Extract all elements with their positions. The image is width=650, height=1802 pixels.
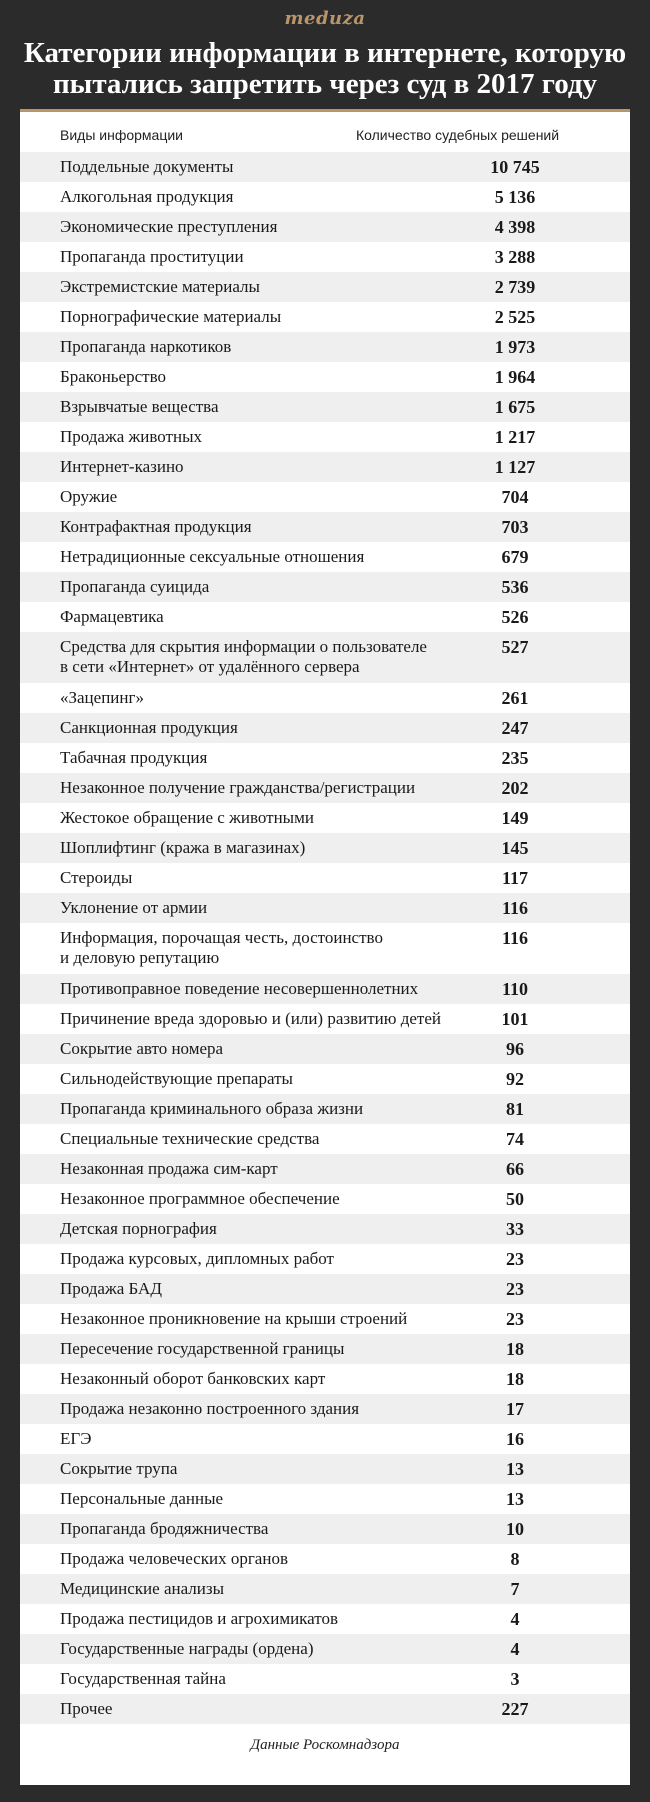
- table-row: [20, 152, 630, 182]
- table-row: [20, 743, 630, 773]
- table-row: [20, 1334, 630, 1364]
- row-value: 7: [510, 1579, 520, 1599]
- table-row: [20, 893, 630, 923]
- row-value: 74: [506, 1129, 524, 1149]
- row-category: [60, 1609, 460, 1629]
- row-category: [60, 307, 460, 327]
- row-value: 227: [501, 1699, 529, 1719]
- row-value: 23: [506, 1279, 524, 1299]
- row-category-line: Продажа человеческих органов: [60, 1549, 288, 1568]
- row-category: [60, 1249, 460, 1269]
- row-value: 145: [501, 838, 529, 858]
- row-category: [60, 487, 460, 507]
- row-category: [60, 1489, 460, 1509]
- row-category-line: Нетрадиционные сексуальные отношения: [60, 547, 365, 566]
- row-category-line: Незаконный оборот банковских карт: [60, 1369, 326, 1388]
- table-row: [20, 863, 630, 893]
- row-category-line: Пропаганда криминального образа жизни: [60, 1099, 364, 1118]
- row-category: [60, 1099, 460, 1119]
- row-category-line: Продажа незаконно построенного здания: [60, 1399, 360, 1418]
- row-category-line: Пересечение государственной границы: [60, 1339, 345, 1358]
- row-category: [60, 928, 460, 968]
- row-value: 13: [506, 1489, 524, 1509]
- row-value: 4 398: [494, 217, 536, 237]
- row-category-line: Контрафактная продукция: [60, 517, 252, 536]
- row-value: 202: [501, 778, 529, 798]
- table-row: [20, 392, 630, 422]
- source-note: Данные Роскомнадзора: [250, 1737, 400, 1753]
- row-category: [60, 1519, 460, 1539]
- column-header-category: Виды информации: [60, 127, 183, 143]
- row-category: [60, 1459, 460, 1479]
- row-category: [60, 1699, 460, 1719]
- row-category-line: Санкционная продукция: [60, 718, 238, 737]
- row-value: 18: [506, 1339, 524, 1359]
- row-value: 33: [506, 1219, 524, 1239]
- table-row: [20, 302, 630, 332]
- row-value: 18: [506, 1369, 524, 1389]
- row-category: [60, 1669, 460, 1689]
- row-category: [60, 1159, 460, 1179]
- row-value: 117: [501, 868, 528, 888]
- table-row: [20, 1214, 630, 1244]
- table-row: [20, 683, 630, 713]
- row-value: 17: [506, 1399, 524, 1419]
- row-value: 116: [501, 928, 528, 948]
- table-row: [20, 1364, 630, 1394]
- row-category: [60, 1369, 460, 1389]
- table-row: [20, 1124, 630, 1154]
- row-category-line: Незаконное программное обеспечение: [60, 1189, 340, 1208]
- row-value: 10: [506, 1519, 524, 1539]
- table-row: [20, 1694, 630, 1724]
- table-row: [20, 713, 630, 743]
- row-category: [60, 157, 460, 177]
- row-value: 16: [506, 1429, 524, 1449]
- row-category-line: Противоправное поведение несовершеннолетних: [60, 979, 419, 998]
- row-category: [60, 577, 460, 597]
- row-category-line: Прочее: [60, 1699, 113, 1718]
- row-value: 92: [506, 1069, 524, 1089]
- row-value: 13: [506, 1459, 524, 1479]
- table-row: [20, 1514, 630, 1544]
- row-category-line: Табачная продукция: [60, 748, 208, 767]
- table-row: [20, 482, 630, 512]
- row-category: [60, 517, 460, 537]
- row-category-line: Сокрытие трупа: [60, 1459, 178, 1478]
- row-category: [60, 397, 460, 417]
- row-category-line: Персональные данные: [60, 1489, 224, 1508]
- row-category-line: Уклонение от армии: [60, 898, 208, 917]
- header: [0, 0, 650, 110]
- row-category-line: Шоплифтинг (кража в магазинах): [60, 838, 306, 857]
- table-row: [20, 272, 630, 302]
- table-header: [20, 124, 630, 146]
- row-category-line: Специальные технические средства: [60, 1129, 320, 1148]
- row-category-line: Детская порнография: [60, 1219, 217, 1238]
- row-category: [60, 1639, 460, 1659]
- row-category: [60, 1309, 460, 1329]
- row-category: [60, 277, 460, 297]
- row-value: 1 964: [494, 367, 536, 387]
- table-row: [20, 773, 630, 803]
- row-value: 703: [501, 517, 529, 537]
- table-row: [20, 512, 630, 542]
- row-category: [60, 1279, 460, 1299]
- row-value: 1 127: [494, 457, 536, 477]
- row-value: 2 525: [494, 307, 536, 327]
- row-value: 1 973: [494, 337, 536, 357]
- table-row: [20, 803, 630, 833]
- row-value: 261: [501, 688, 529, 708]
- row-value: 527: [501, 637, 529, 657]
- table-row: [20, 974, 630, 1004]
- row-category-line: в сети «Интернет» от удалённого сервера: [60, 657, 360, 676]
- row-category-line: Интернет-казино: [60, 457, 184, 476]
- row-category-line: Продажа БАД: [60, 1279, 162, 1298]
- row-value: 66: [506, 1159, 524, 1179]
- row-category-line: «Зацепинг»: [60, 688, 144, 707]
- table-body: [20, 152, 630, 1724]
- table-row: [20, 572, 630, 602]
- row-category: [60, 718, 460, 738]
- table-card: [20, 109, 630, 1785]
- row-category: [60, 337, 460, 357]
- table-row: [20, 542, 630, 572]
- row-category: [60, 898, 460, 918]
- row-value: 679: [501, 547, 529, 567]
- table-row: [20, 602, 630, 632]
- column-header-count: Количество судебных решений: [356, 127, 560, 143]
- row-category-line: Сильнодействующие препараты: [60, 1069, 293, 1088]
- table-row: [20, 1664, 630, 1694]
- table-row: [20, 1604, 630, 1634]
- row-category: [60, 367, 460, 387]
- row-category-line: Незаконное проникновение на крыши строений: [60, 1309, 408, 1328]
- row-value: 247: [501, 718, 529, 738]
- row-value: 101: [501, 1009, 529, 1029]
- row-category: [60, 688, 460, 708]
- row-category: [60, 1039, 460, 1059]
- table-row: [20, 833, 630, 863]
- row-category-line: Продажа курсовых, дипломных работ: [60, 1249, 334, 1268]
- table-row: [20, 362, 630, 392]
- row-value: 536: [501, 577, 529, 597]
- table-row: [20, 632, 630, 683]
- row-category: [60, 547, 460, 567]
- row-category: [60, 457, 460, 477]
- row-category: [60, 1219, 460, 1239]
- row-category: [60, 979, 460, 999]
- table-row: [20, 1184, 630, 1214]
- row-category-line: Незаконное получение гражданства/регистрации: [60, 778, 416, 797]
- row-category: [60, 778, 460, 798]
- row-value: 50: [506, 1189, 524, 1209]
- row-category: [60, 217, 460, 237]
- table-row: [20, 1424, 630, 1454]
- row-value: 235: [501, 748, 529, 768]
- row-category-line: Оружие: [60, 487, 118, 506]
- table-row: [20, 1064, 630, 1094]
- row-category: [60, 637, 460, 677]
- row-category: [60, 868, 460, 888]
- row-category-line: Государственная тайна: [60, 1669, 226, 1688]
- table-row: [20, 1484, 630, 1514]
- table-row: [20, 1154, 630, 1184]
- row-value: 96: [506, 1039, 524, 1059]
- row-value: 704: [501, 487, 529, 507]
- row-category-line: Браконьерство: [60, 367, 166, 386]
- table-row: [20, 452, 630, 482]
- row-category-line: Государственные награды (ордена): [60, 1639, 314, 1658]
- row-category: [60, 1549, 460, 1569]
- row-category: [60, 808, 460, 828]
- row-category-line: Фармацевтика: [60, 607, 164, 626]
- table-row: [20, 1454, 630, 1484]
- row-category-line: Поддельные документы: [60, 157, 234, 176]
- row-value: 1 675: [494, 397, 536, 417]
- table-row: [20, 1544, 630, 1574]
- row-value: 23: [506, 1309, 524, 1329]
- row-category-line: Средства для скрытия информации о пользователе: [60, 637, 427, 656]
- table-row: [20, 1274, 630, 1304]
- meduza-logo: meduza: [284, 8, 366, 29]
- row-category-line: Экстремистские материалы: [60, 277, 260, 296]
- row-category-line: Порнографические материалы: [60, 307, 282, 326]
- row-category-line: ЕГЭ: [60, 1429, 92, 1448]
- table-row: [20, 422, 630, 452]
- row-value: 149: [501, 808, 529, 828]
- row-category-line: Пропаганда наркотиков: [60, 337, 232, 356]
- row-value: 526: [501, 607, 529, 627]
- row-value: 5 136: [494, 187, 536, 207]
- row-category: [60, 1189, 460, 1209]
- title-line-1: Категории информации в интернете, которую: [23, 37, 627, 69]
- title-line-2: пытались запретить через суд в 2017 году: [52, 68, 598, 100]
- row-category-line: Продажа животных: [60, 427, 203, 446]
- table-row: [20, 1004, 630, 1034]
- row-category: [60, 1429, 460, 1449]
- row-category-line: Пропаганда проституции: [60, 247, 244, 266]
- row-value: 1 217: [494, 427, 536, 447]
- table-row: [20, 1634, 630, 1664]
- row-category-line: Экономические преступления: [60, 217, 278, 236]
- table-row: [20, 212, 630, 242]
- row-category: [60, 1339, 460, 1359]
- table-row: [20, 1574, 630, 1604]
- row-value: 116: [501, 898, 528, 918]
- row-category: [60, 1129, 460, 1149]
- row-category: [60, 247, 460, 267]
- row-value: 3 288: [494, 247, 536, 267]
- row-category: [60, 748, 460, 768]
- row-category-line: Информация, порочащая честь, достоинство: [60, 928, 383, 947]
- table-row: [20, 1094, 630, 1124]
- row-category: [60, 1579, 460, 1599]
- row-value: 8: [510, 1549, 520, 1569]
- row-category-line: Причинение вреда здоровью и (или) развитию детей: [60, 1009, 441, 1028]
- row-value: 2 739: [494, 277, 536, 297]
- row-category-line: Взрывчатые вещества: [60, 397, 219, 416]
- row-value: 4: [510, 1609, 520, 1629]
- table-row: [20, 1304, 630, 1334]
- row-category-line: и деловую репутацию: [60, 948, 220, 967]
- row-category: [60, 1399, 460, 1419]
- row-category: [60, 427, 460, 447]
- table-row: [20, 182, 630, 212]
- row-category-line: Незаконная продажа сим-карт: [60, 1159, 278, 1178]
- table-row: [20, 242, 630, 272]
- row-value: 110: [501, 979, 528, 999]
- row-category-line: Продажа пестицидов и агрохимикатов: [60, 1609, 339, 1628]
- row-value: 3: [510, 1669, 520, 1689]
- table-row: [20, 923, 630, 974]
- row-value: 23: [506, 1249, 524, 1269]
- page-title: [0, 38, 650, 100]
- row-category-line: Пропаганда суицида: [60, 577, 210, 596]
- table-row: [20, 1394, 630, 1424]
- row-category: [60, 607, 460, 627]
- table-row: [20, 332, 630, 362]
- table-row: [20, 1034, 630, 1064]
- row-category-line: Алкогольная продукция: [60, 187, 234, 206]
- row-category-line: Медицинские анализы: [60, 1579, 225, 1598]
- row-value: 81: [506, 1099, 524, 1119]
- row-category-line: Сокрытие авто номера: [60, 1039, 224, 1058]
- row-category: [60, 1069, 460, 1089]
- row-category: [60, 1009, 460, 1029]
- row-value: 4: [510, 1639, 520, 1659]
- row-value: 10 745: [490, 157, 540, 177]
- row-category-line: Стероиды: [60, 868, 133, 887]
- table-row: [20, 1244, 630, 1274]
- row-category-line: Жестокое обращение с животными: [60, 808, 314, 827]
- row-category: [60, 187, 460, 207]
- row-category-line: Пропаганда бродяжничества: [60, 1519, 269, 1538]
- row-category: [60, 838, 460, 858]
